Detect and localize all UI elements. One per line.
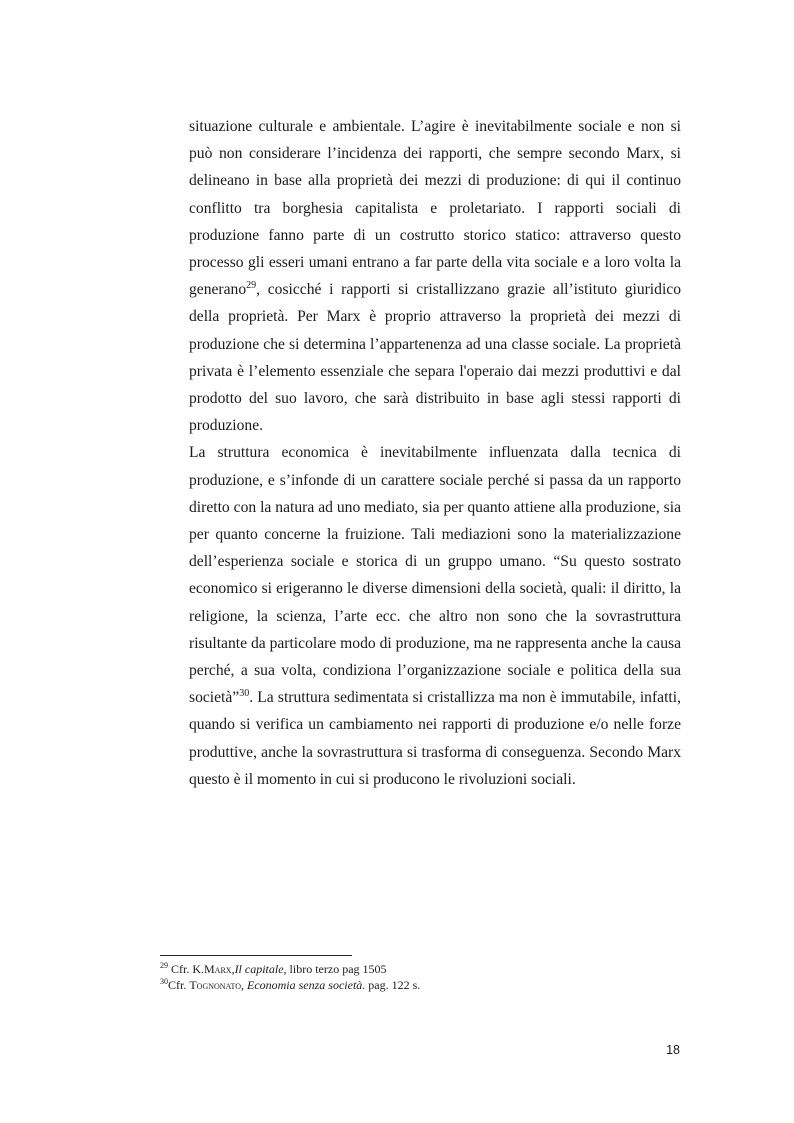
- paragraph-1-text-b: , cosicché i rapporti si cristallizzano grazie all’istituto giuridico della proprietà. Per Marx è proprio attraverso la proprietà dei mezzi di produzione che si determina l’appartenenza ad una classe sociale. La proprietà privata è l’elemento essenziale che separa l'operaio dai mezzi produttivi e dal prodotto del suo lavoro, che sarà distribuito in base agli stessi rapporti di produzione.: [189, 281, 681, 435]
- footnote-title: Economia senza società.: [246, 978, 366, 992]
- body-text: [189, 113, 681, 793]
- footnote-author: Marx: [204, 962, 232, 976]
- paragraph-2-text-b: . La struttura sedimentata si cristallizza ma non è immutabile, infatti, quando si verifica un cambiamento nei rapporti di produzione e/o nelle forze produttive, anche la sovrastruttura si trasforma di conseguenza. Secondo Marx questo è il momento in cui si producono le rivoluzioni sociali.: [189, 689, 681, 788]
- footnote-30: [160, 977, 680, 993]
- footnote-ref-30[interactable]: 30: [239, 688, 250, 700]
- paragraph-1: [189, 113, 681, 439]
- footnote-author: Tognonato: [189, 978, 241, 992]
- paragraph-1-text-a: situazione culturale e ambientale. L’agire è inevitabilmente sociale e non si può non considerare l’incidenza dei rapporti, che sempre secondo Marx, si delineano in base alla proprietà dei mezzi di produzione: di qui il continuo conflitto tra borghesia capitalista e proletariato. I rapporti sociali di produzione fanno parte di un costrutto storico statico: attraverso questo processo gli esseri umani entrano a far parte della vita sociale e a loro volta la generano: [189, 118, 681, 299]
- footnote-prefix: Cfr.: [168, 978, 190, 992]
- footnote-number: 30: [160, 977, 168, 986]
- footnote-separator-char: ,: [231, 962, 235, 976]
- footnote-ref-29[interactable]: 29: [246, 280, 257, 292]
- footnote-separator: [160, 955, 352, 956]
- footnote-number: 29: [160, 961, 168, 970]
- footnote-separator-char: ,: [240, 978, 247, 992]
- paragraph-2-text-a: La struttura economica è inevitabilmente influenzata dalla tecnica di produzione, e s’infonde di un carattere sociale perché si passa da un rapporto diretto con la natura ad uno mediato, sia per quanto attiene alla produzione, sia per quanto concerne la fruizione. Tali mediazioni sono la materializzazione dell’esperienza sociale e storica di un gruppo umano. “Su questo sostrato economico si erigeranno le diverse dimensioni della società, quali: il diritto, la religione, la scienza, l’arte ecc. che altro non sono che la sovrastruttura risultante da particolare modo di produzione, ma ne rappresenta anche la causa perché, a sua volta, condiziona l’organizzazione sociale e politica della sua società”: [189, 444, 681, 707]
- footnote-rest: , libro terzo pag 1505: [283, 962, 387, 976]
- footnote-rest: pag. 122 s.: [365, 978, 421, 992]
- paragraph-2: [189, 439, 681, 793]
- footnote-title: Il capitale: [234, 962, 284, 976]
- footnote-prefix: Cfr. K.: [168, 962, 204, 976]
- footnotes: [160, 961, 680, 993]
- footnote-29: [160, 961, 680, 977]
- page-number: 18: [666, 1043, 680, 1057]
